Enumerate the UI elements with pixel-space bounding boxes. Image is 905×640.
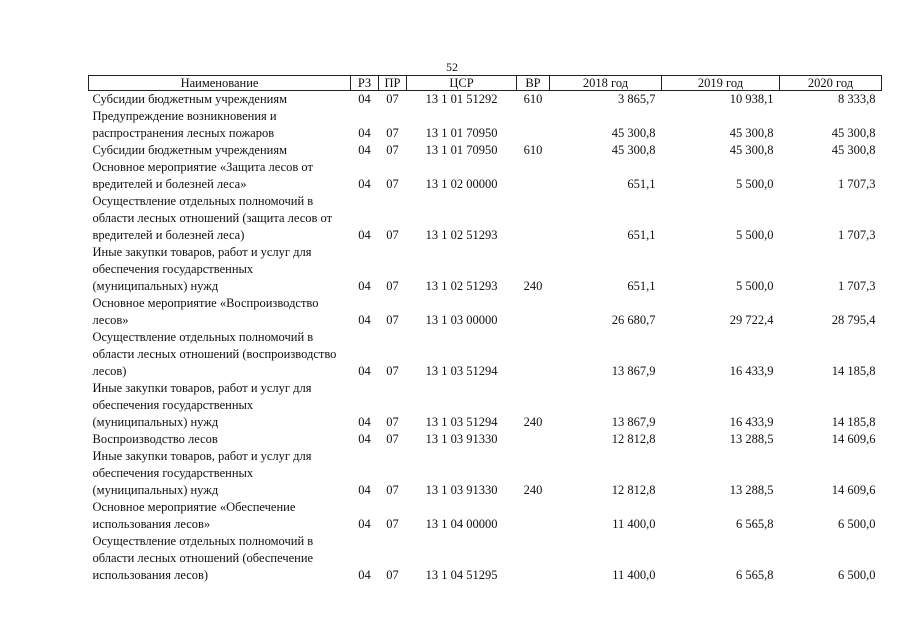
row-rz: 04 (358, 92, 371, 106)
table-row (89, 193, 882, 244)
row-csr: 13 1 03 91330 (425, 483, 498, 497)
row-rz: 04 (358, 228, 371, 242)
row-pr: 07 (386, 568, 399, 582)
row-2018: 13 867,9 (611, 364, 656, 378)
row-csr: 13 1 01 51292 (425, 92, 498, 106)
table-header-row (89, 76, 882, 91)
table-row (89, 431, 882, 448)
row-2019: 6 565,8 (736, 517, 774, 531)
row-csr: 13 1 01 70950 (425, 143, 498, 157)
row-2020: 1 707,3 (838, 228, 876, 242)
row-name: Основное мероприятие «Обеспечение использования лесов» (92, 500, 296, 531)
row-2019: 6 565,8 (736, 568, 774, 582)
row-rz: 04 (358, 568, 371, 582)
row-vr (517, 295, 550, 329)
row-rz: 04 (358, 279, 371, 293)
table-body (89, 91, 882, 585)
row-pr: 07 (386, 313, 399, 327)
budget-table (88, 75, 882, 584)
column-header-name: Наименование (89, 76, 351, 91)
row-2020: 45 300,8 (831, 143, 876, 157)
row-rz: 04 (358, 126, 371, 140)
column-header-csr: ЦСР (407, 76, 517, 91)
table-row (89, 142, 882, 159)
row-name: Субсидии бюджетным учреждениям (92, 143, 288, 157)
column-header-2019: 2019 год (662, 76, 780, 91)
row-2019: 45 300,8 (729, 143, 774, 157)
row-rz: 04 (358, 517, 371, 531)
row-2018: 651,1 (627, 177, 656, 191)
row-name: Осуществление отдельных полномочий в области лесных отношений (защита лесов от вредителей и болезней леса) (92, 194, 333, 242)
row-pr: 07 (386, 364, 399, 378)
row-2019: 5 500,0 (736, 177, 774, 191)
row-rz: 04 (358, 177, 371, 191)
row-2018: 651,1 (627, 228, 656, 242)
row-2020: 14 185,8 (831, 415, 876, 429)
row-csr: 13 1 03 00000 (425, 313, 498, 327)
row-pr: 07 (386, 483, 399, 497)
row-name: Иные закупки товаров, работ и услуг для обеспечения государственных (муниципальных) нужд (92, 245, 312, 293)
row-name: Иные закупки товаров, работ и услуг для обеспечения государственных (муниципальных) нужд (92, 381, 312, 429)
row-2018: 12 812,8 (611, 483, 656, 497)
row-pr: 07 (386, 228, 399, 242)
row-2018: 651,1 (627, 279, 656, 293)
table-row (89, 244, 882, 295)
row-csr: 13 1 03 51294 (425, 364, 498, 378)
row-csr: 13 1 03 91330 (425, 432, 498, 446)
row-vr (517, 533, 550, 584)
row-rz: 04 (358, 483, 371, 497)
row-name: Основное мероприятие «Защита лесов от вредителей и болезней леса» (92, 160, 313, 191)
row-rz: 04 (358, 415, 371, 429)
row-csr: 13 1 02 00000 (425, 177, 498, 191)
row-2018: 12 812,8 (611, 432, 656, 446)
row-vr: 610 (523, 143, 543, 157)
row-csr: 13 1 01 70950 (425, 126, 498, 140)
row-2020: 14 185,8 (831, 364, 876, 378)
row-vr: 610 (523, 92, 543, 106)
table-row (89, 295, 882, 329)
row-2020: 1 707,3 (838, 279, 876, 293)
row-rz: 04 (358, 364, 371, 378)
row-vr (517, 431, 550, 448)
row-2018: 26 680,7 (611, 313, 656, 327)
row-csr: 13 1 04 00000 (425, 517, 498, 531)
row-rz: 04 (358, 432, 371, 446)
table-row (89, 380, 882, 431)
row-pr: 07 (386, 279, 399, 293)
row-vr (517, 193, 550, 244)
row-vr: 240 (523, 415, 543, 429)
table-row (89, 448, 882, 499)
row-pr: 07 (386, 143, 399, 157)
row-pr: 07 (386, 126, 399, 140)
row-2018: 45 300,8 (611, 143, 656, 157)
row-2019: 29 722,4 (729, 313, 774, 327)
row-csr: 13 1 02 51293 (425, 279, 498, 293)
row-2020: 14 609,6 (831, 483, 876, 497)
row-2019: 16 433,9 (729, 364, 774, 378)
row-2018: 11 400,0 (612, 568, 656, 582)
row-2019: 16 433,9 (729, 415, 774, 429)
column-header-rz: РЗ (351, 76, 379, 91)
table-row (89, 329, 882, 380)
row-2020: 1 707,3 (838, 177, 876, 191)
row-vr (517, 499, 550, 533)
row-name: Осуществление отдельных полномочий в области лесных отношений (обеспечение использования лесов) (92, 534, 314, 582)
row-csr: 13 1 03 51294 (425, 415, 498, 429)
row-name: Осуществление отдельных полномочий в области лесных отношений (воспроизводство лесов) (92, 330, 337, 378)
table-row (89, 108, 882, 142)
row-vr (517, 159, 550, 193)
row-name: Основное мероприятие «Воспроизводство лесов» (92, 296, 319, 327)
column-header-pr: ПР (379, 76, 407, 91)
row-pr: 07 (386, 517, 399, 531)
page-number: 52 (446, 60, 458, 74)
row-2020: 6 500,0 (838, 568, 876, 582)
row-pr: 07 (386, 92, 399, 106)
row-2018: 11 400,0 (612, 517, 656, 531)
row-2019: 13 288,5 (729, 483, 774, 497)
row-2019: 45 300,8 (729, 126, 774, 140)
row-2018: 45 300,8 (611, 126, 656, 140)
row-vr (517, 329, 550, 380)
row-pr: 07 (386, 177, 399, 191)
column-header-2020: 2020 год (780, 76, 882, 91)
row-2020: 8 333,8 (838, 92, 876, 106)
table-row (89, 91, 882, 109)
column-header-vr: ВР (517, 76, 550, 91)
row-name: Предупреждение возникновения и распространения лесных пожаров (92, 109, 277, 140)
row-name: Иные закупки товаров, работ и услуг для обеспечения государственных (муниципальных) нужд (92, 449, 312, 497)
row-2018: 13 867,9 (611, 415, 656, 429)
row-2020: 28 795,4 (831, 313, 876, 327)
row-name: Воспроизводство лесов (92, 432, 218, 446)
row-2019: 10 938,1 (729, 92, 774, 106)
row-2018: 3 865,7 (618, 92, 656, 106)
row-2019: 5 500,0 (736, 228, 774, 242)
row-2020: 14 609,6 (831, 432, 876, 446)
row-2019: 13 288,5 (729, 432, 774, 446)
row-2019: 5 500,0 (736, 279, 774, 293)
row-vr: 240 (523, 483, 543, 497)
row-2020: 45 300,8 (831, 126, 876, 140)
row-rz: 04 (358, 143, 371, 157)
row-csr: 13 1 02 51293 (425, 228, 498, 242)
table-row (89, 159, 882, 193)
row-vr: 240 (523, 279, 543, 293)
row-name: Субсидии бюджетным учреждениям (92, 92, 288, 106)
column-header-2018: 2018 год (550, 76, 662, 91)
row-pr: 07 (386, 432, 399, 446)
row-2020: 6 500,0 (838, 517, 876, 531)
row-rz: 04 (358, 313, 371, 327)
table-row (89, 533, 882, 584)
row-pr: 07 (386, 415, 399, 429)
row-csr: 13 1 04 51295 (425, 568, 498, 582)
row-vr (517, 108, 550, 142)
table-row (89, 499, 882, 533)
